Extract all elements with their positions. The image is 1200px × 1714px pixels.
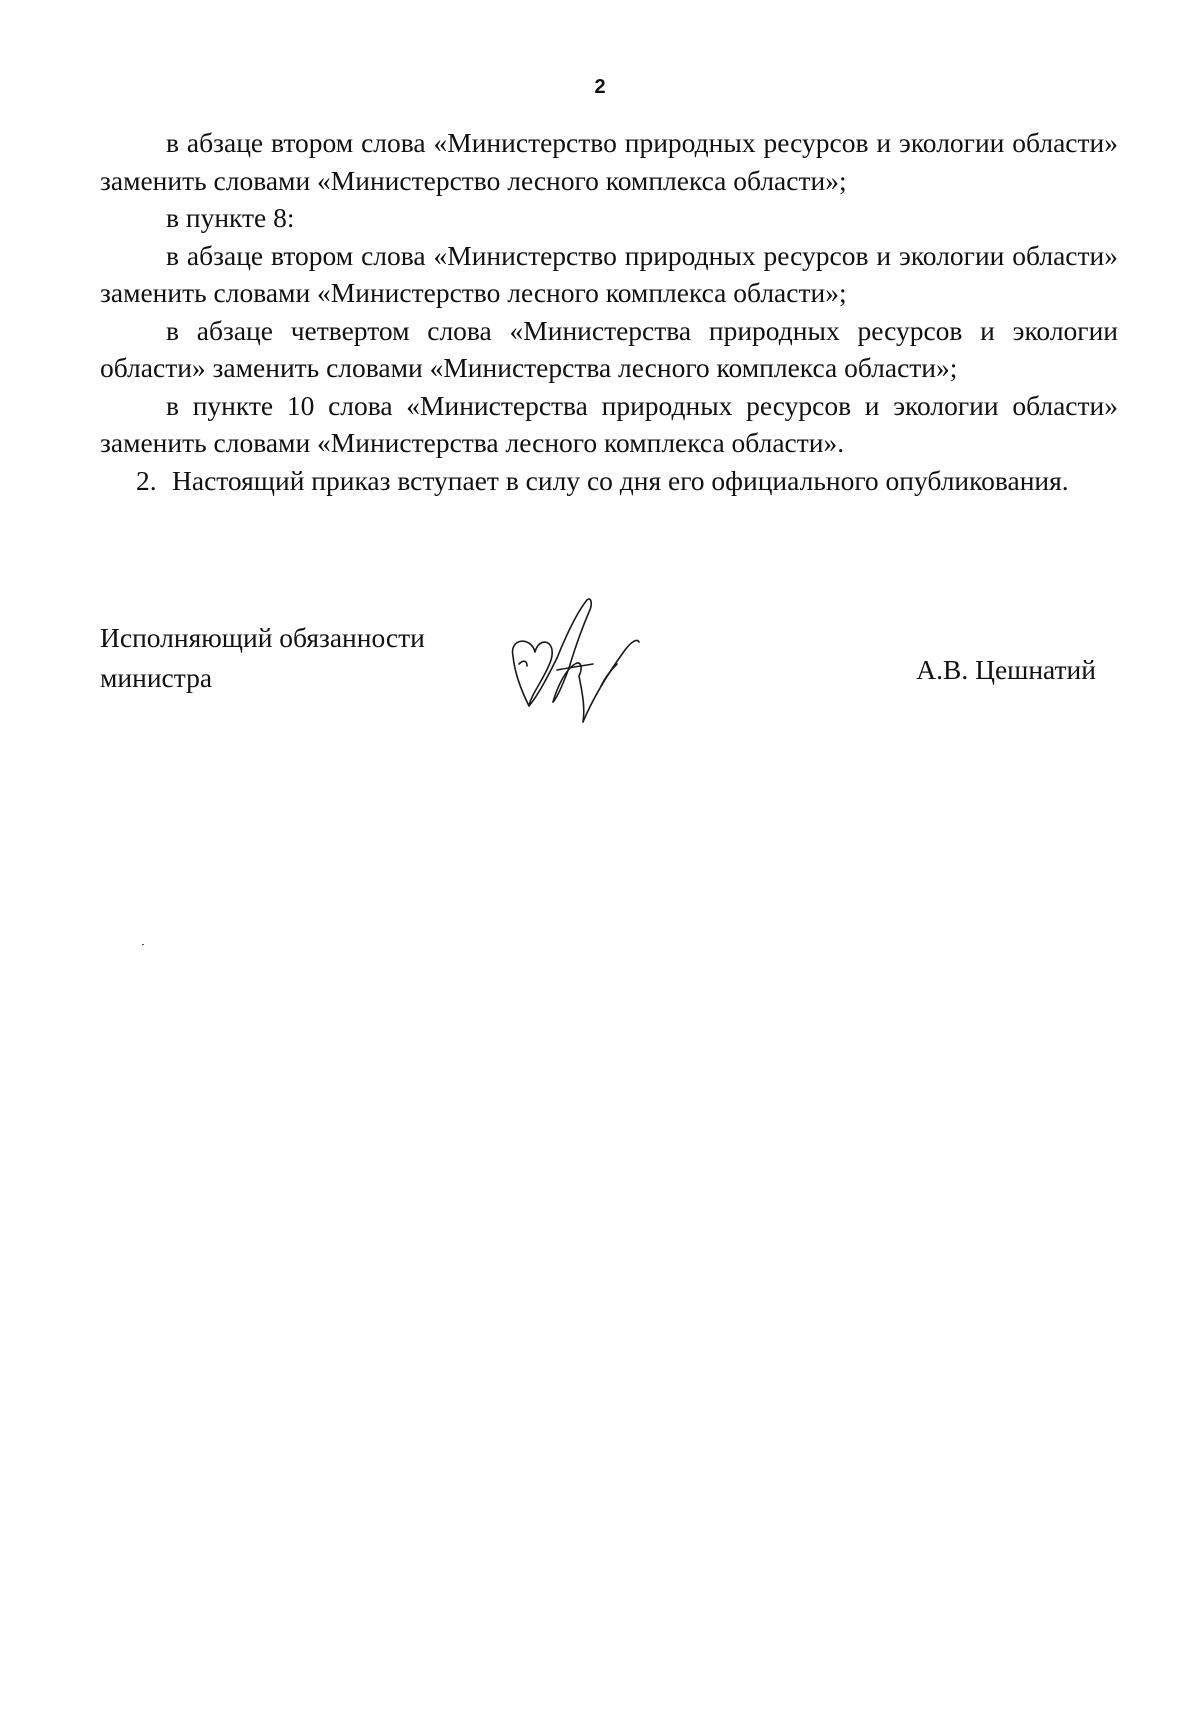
item-text: Настоящий приказ вступает в силу со дня его официального опубликования. bbox=[172, 464, 1069, 496]
page-number: 2 bbox=[594, 76, 606, 98]
scan-artifact bbox=[142, 944, 144, 945]
signatory-position bbox=[100, 618, 425, 698]
paragraph-amend-4: в пункте 10 слова «Министерства природных ресурсов и экологии области» заменить словами «Министерства лесного комплекса области». bbox=[100, 389, 1118, 458]
signatory-name: А.В. Цешнатий bbox=[916, 654, 1096, 685]
position-line-2: министра bbox=[100, 662, 213, 693]
position-line-1: Исполняющий обязанности bbox=[100, 622, 425, 653]
item-number: 2. bbox=[136, 464, 157, 496]
paragraph-amend-3: в абзаце четвертом слова «Министерства природных ресурсов и экологии области» заменить словами «Министерства лесного комплекса области»; bbox=[100, 314, 1118, 383]
document-body bbox=[100, 124, 1118, 499]
paragraph-item-2 bbox=[100, 462, 1118, 500]
handwritten-signature-icon bbox=[505, 598, 655, 738]
paragraph-amend-1: в абзаце втором слова «Министерство природных ресурсов и экологии области» заменить словами «Министерство лесного комплекса области»; bbox=[100, 127, 1118, 196]
paragraph-amend-2: в абзаце втором слова «Министерство природных ресурсов и экологии области» заменить словами «Министерство лесного комплекса области»; bbox=[100, 239, 1118, 308]
paragraph-point-8: в пункте 8: bbox=[166, 202, 295, 233]
